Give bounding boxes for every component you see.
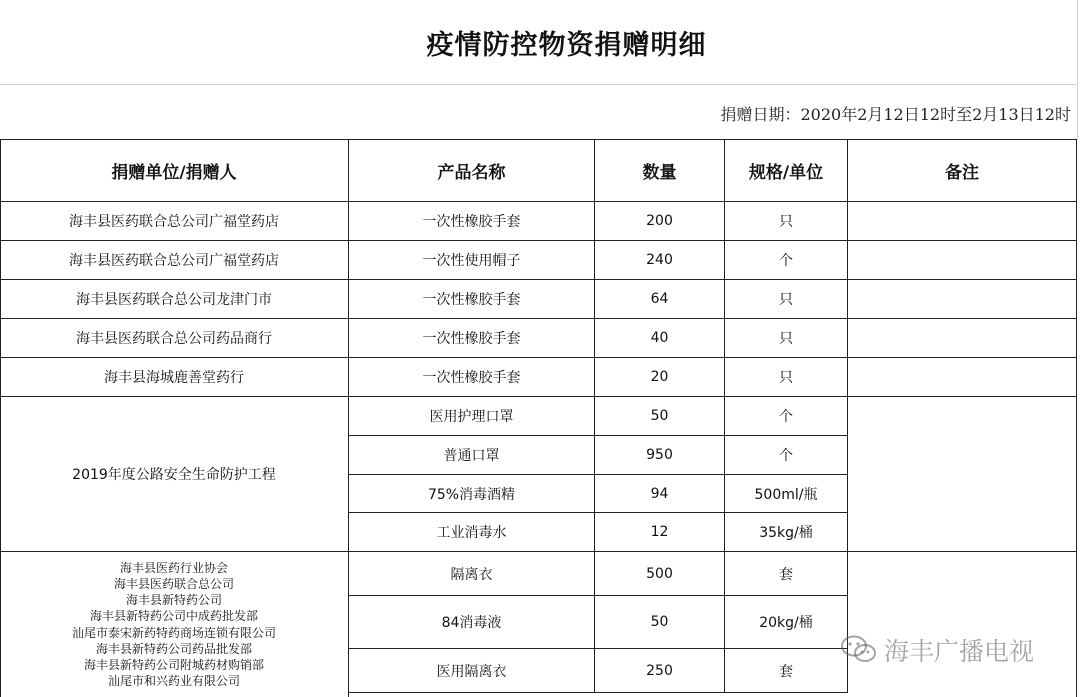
group1-donor: 2019年度公路安全生命防护工程 bbox=[0, 397, 349, 552]
date-row bbox=[0, 84, 1078, 140]
group2-donor-4: 海丰县新特药公司中成药批发部 bbox=[89, 609, 258, 624]
group1-item1-product: 医用护理口罩 bbox=[349, 397, 595, 436]
row5-note bbox=[848, 358, 1077, 397]
group1-item1-unit: 个 bbox=[725, 397, 848, 436]
row1-qty: 200 bbox=[595, 202, 725, 241]
group2-item3-unit: 套 bbox=[725, 649, 848, 693]
group1-item2-product: 普通口罩 bbox=[349, 436, 595, 475]
row4-note bbox=[848, 319, 1077, 358]
header-note: 备注 bbox=[848, 140, 1077, 202]
group1-item3-product: 75%消毒酒精 bbox=[349, 475, 595, 513]
group2-item1-unit: 套 bbox=[725, 552, 848, 596]
row5-donor: 海丰县海城鹿善堂药行 bbox=[0, 358, 349, 397]
group1-item1-qty: 50 bbox=[595, 397, 725, 436]
row2-donor: 海丰县医药联合总公司广福堂药店 bbox=[0, 241, 349, 280]
group2-item2-unit: 20kg/桶 bbox=[725, 596, 848, 649]
row1-product: 一次性橡胶手套 bbox=[349, 202, 595, 241]
group2-donor-7: 海丰县新特药公司附城药材购销部 bbox=[83, 657, 264, 672]
row4-product: 一次性橡胶手套 bbox=[349, 319, 595, 358]
group2-donor-1: 海丰县医药行业协会 bbox=[119, 560, 228, 575]
header-unit: 规格/单位 bbox=[725, 140, 848, 202]
row5-unit: 只 bbox=[725, 358, 848, 397]
group2-donors bbox=[0, 552, 349, 697]
watermark-text: 海丰广播电视 bbox=[884, 637, 1035, 666]
header-donor: 捐赠单位/捐赠人 bbox=[0, 140, 349, 202]
row3-note bbox=[848, 280, 1077, 319]
wechat-icon bbox=[840, 634, 878, 666]
row3-qty: 64 bbox=[595, 280, 725, 319]
group1-item2-qty: 950 bbox=[595, 436, 725, 475]
row4-qty: 40 bbox=[595, 319, 725, 358]
watermark bbox=[840, 632, 1034, 668]
row2-qty: 240 bbox=[595, 241, 725, 280]
row3-donor: 海丰县医药联合总公司龙津门市 bbox=[0, 280, 349, 319]
row1-unit: 只 bbox=[725, 202, 848, 241]
row1-donor: 海丰县医药联合总公司广福堂药店 bbox=[0, 202, 349, 241]
row5-product: 一次性橡胶手套 bbox=[349, 358, 595, 397]
group1-item2-unit: 个 bbox=[725, 436, 848, 475]
row3-unit: 只 bbox=[725, 280, 848, 319]
group2-item1-qty: 500 bbox=[595, 552, 725, 596]
group1-item3-qty: 94 bbox=[595, 475, 725, 513]
row4-donor: 海丰县医药联合总公司药品商行 bbox=[0, 319, 349, 358]
header-quantity: 数量 bbox=[595, 140, 725, 202]
row4-unit: 只 bbox=[725, 319, 848, 358]
row2-unit: 个 bbox=[725, 241, 848, 280]
group2-item2-qty: 50 bbox=[595, 596, 725, 649]
row5-qty: 20 bbox=[595, 358, 725, 397]
group2-donor-3: 海丰县新特药公司 bbox=[125, 593, 222, 608]
page-title: 疫情防控物资捐赠明细 bbox=[426, 29, 707, 61]
header-product: 产品名称 bbox=[349, 140, 595, 202]
group1-item3-unit: 500ml/瓶 bbox=[725, 475, 848, 513]
group2-item3-qty: 250 bbox=[595, 649, 725, 693]
group1-item4-qty: 12 bbox=[595, 513, 725, 552]
group2-donor-6: 海丰县新特药公司药品批发部 bbox=[95, 641, 252, 656]
row1-note bbox=[848, 202, 1077, 241]
group1-item4-unit: 35kg/桶 bbox=[725, 513, 848, 552]
title-row bbox=[0, 0, 1078, 85]
group2-item1-product: 隔离衣 bbox=[349, 552, 595, 596]
group1-note bbox=[848, 397, 1077, 552]
group2-item3-product: 医用隔离衣 bbox=[349, 649, 595, 693]
group2-donor-2: 海丰县医药联合总公司 bbox=[113, 576, 234, 591]
row3-product: 一次性橡胶手套 bbox=[349, 280, 595, 319]
group2-note bbox=[848, 552, 1077, 697]
donation-date: 捐赠日期：2020年2月12日12时至2月13日12时 bbox=[720, 105, 1071, 124]
group2-donor-5: 汕尾市泰宋新药特药商场连锁有限公司 bbox=[71, 625, 276, 640]
group2-donor-8: 汕尾市和兴药业有限公司 bbox=[107, 674, 240, 689]
row2-note bbox=[848, 241, 1077, 280]
group2-item2-product: 84消毒液 bbox=[349, 596, 595, 649]
group1-item4-product: 工业消毒水 bbox=[349, 513, 595, 552]
row2-product: 一次性使用帽子 bbox=[349, 241, 595, 280]
